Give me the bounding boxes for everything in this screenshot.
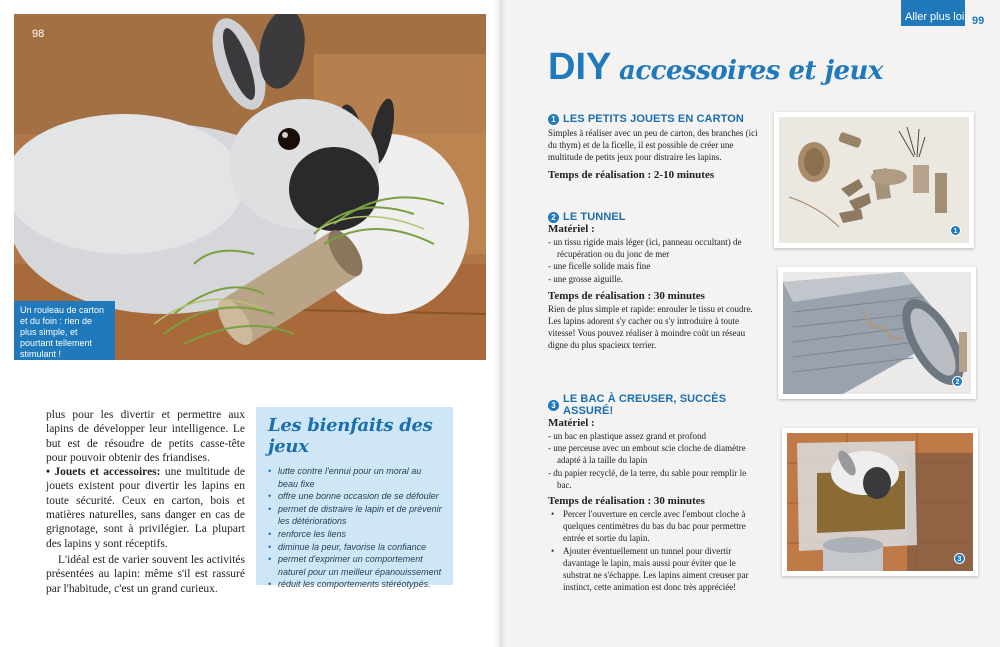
- section-3-materiel-label: Matériel :: [548, 417, 595, 429]
- section-1-title: LES PETITS JOUETS EN CARTON: [563, 113, 744, 125]
- cardboard-toys-illustration: [779, 117, 969, 243]
- body-paragraph-2: [46, 465, 245, 551]
- benefits-item: • lutte contre l'ennui pour un moral au beau fixe: [268, 465, 443, 490]
- benefits-item: • permet de distraire le lapin et de prévenir les détériorations: [268, 503, 443, 528]
- body-paragraph-1: plus pour les divertir et permettre aux lapins de développer leur intelligence. Le but est de résoudre de petits casse-tête pour pouvoir obtenir des friandises.: [46, 409, 245, 464]
- section-2-text-1: Rien de plus simple et rapide: enrouler le tissu et coudre.: [548, 303, 753, 314]
- photo-3-image: [787, 433, 973, 571]
- section-digging-box: [548, 393, 758, 593]
- section-2-time: Temps de réalisation : 30 minutes: [548, 289, 705, 302]
- section-tunnel: [548, 211, 758, 352]
- photo-tunnel: [778, 267, 976, 399]
- benefits-box: [256, 407, 453, 590]
- section-2-number: 2: [548, 212, 559, 223]
- section-tag: [901, 0, 971, 26]
- section-1-number: 1: [548, 114, 559, 125]
- section-2-materiel-label: Matériel :: [548, 223, 595, 235]
- page-number-right: 99: [972, 15, 985, 27]
- section-1-time: Temps de réalisation : 2-10 minutes: [548, 168, 715, 181]
- section-3-title: LE BAC À CREUSER, SUCCÈS ASSURÉ!: [563, 393, 727, 417]
- benefits-item: • réduit les comportements stéréotypés.: [268, 578, 443, 591]
- body-text: [46, 408, 245, 596]
- section-2-item: - une grosse aiguille.: [548, 273, 623, 284]
- tunnel-illustration: [783, 272, 971, 394]
- benefits-item: • permet d'exprimer un comportement naturel pour un meilleur épanouissement: [268, 553, 443, 578]
- section-2-heading: [548, 211, 758, 223]
- photo-digging-box: [782, 428, 978, 576]
- section-3-step: • Percer l'ouverture en cercle avec l'embout cloche à quelques centimètres du bas du bac pour permettre entrée et sortie du lapin.: [548, 508, 758, 545]
- benefits-item: • diminue la peur, favorise la confiance: [268, 541, 443, 554]
- photo-caption: Un rouleau de carton et du foin : rien de plus simple, et pourtant tellement stimulant !: [14, 301, 115, 360]
- page-title-rest: accessoires et jeux: [619, 56, 883, 86]
- section-3-item: - un bac en plastique assez grand et profond: [548, 431, 706, 441]
- section-cardboard-toys: [548, 113, 758, 182]
- benefits-item: • renforce les liens: [268, 528, 443, 541]
- section-1-heading: [548, 113, 758, 125]
- section-3-time: Temps de réalisation : 30 minutes: [548, 495, 705, 508]
- section-2-title: LE TUNNEL: [563, 211, 626, 223]
- body-paragraph-2-text: une multitude de jouets existent pour divertir les lapins en toute sécurité. Ceux en carton, bois et matières naturelles, sans danger en cas de grignotage, sont à privilégier. La plupart des lapins y sont réceptifs.: [46, 466, 245, 550]
- photo-3-badge: 3: [954, 553, 965, 564]
- photo-cardboard-toys: [774, 112, 974, 248]
- benefits-item: • offre une bonne occasion de se défouler: [268, 490, 443, 503]
- photo-1-image: [779, 117, 969, 243]
- section-tag-label: Aller plus loin: [905, 11, 971, 23]
- section-2-item: - un tissu rigide mais léger (ici, panneau occultant) de récupération ou du jonc de mer: [548, 237, 742, 260]
- book-gutter: [494, 0, 506, 647]
- body-paragraph-3: L'idéal est de varier souvent les activités présentées au lapin: même s'il est rassuré par l'habitude, c'est un grand curieux.: [46, 553, 245, 595]
- photo-2-badge: 2: [952, 376, 963, 387]
- section-2-item: - une ficelle solide mais fine: [548, 261, 651, 272]
- section-3-number: 3: [548, 400, 559, 411]
- benefits-list: [268, 465, 443, 591]
- rabbit-photo: [14, 14, 486, 360]
- page-title-diy: DIY: [548, 46, 612, 88]
- body-paragraph-2-lead: • Jouets et accessoires:: [46, 466, 161, 479]
- section-2-text-2: Les lapins adorent s'y cacher ou s'y introduire à toute vitesse! Vous pouvez réaliser à moindre coût un réseau digne du plus spacieux terrier.: [548, 316, 746, 351]
- section-3-heading: [548, 393, 758, 417]
- digging-box-illustration: [787, 433, 973, 571]
- section-3-item: - une perceuse avec un embout scie cloche de diamètre adapté à la taille du lapin: [548, 443, 746, 466]
- page-number-left: 98: [32, 28, 45, 40]
- section-3-step: • Ajouter éventuellement un tunnel pour divertir davantage le lapin, mais aussi pour éviter que le substrat ne s'échappe. Les lapins aiment creuser par instinct, cette animation est donc très appréciée!: [548, 545, 758, 594]
- section-1-text: Simples à réaliser avec un peu de carton, des branches (ici du thym) et de la ficelle, il est possible de créer une multitude de petits jeux pour distraire les lapins.: [548, 128, 758, 163]
- photo-2-image: [783, 272, 971, 394]
- section-3-item: - du papier recyclé, de la terre, du sable pour remplir le bac.: [548, 467, 747, 490]
- photo-1-badge: 1: [950, 225, 961, 236]
- benefits-title: Les bienfaits des jeux: [268, 415, 433, 457]
